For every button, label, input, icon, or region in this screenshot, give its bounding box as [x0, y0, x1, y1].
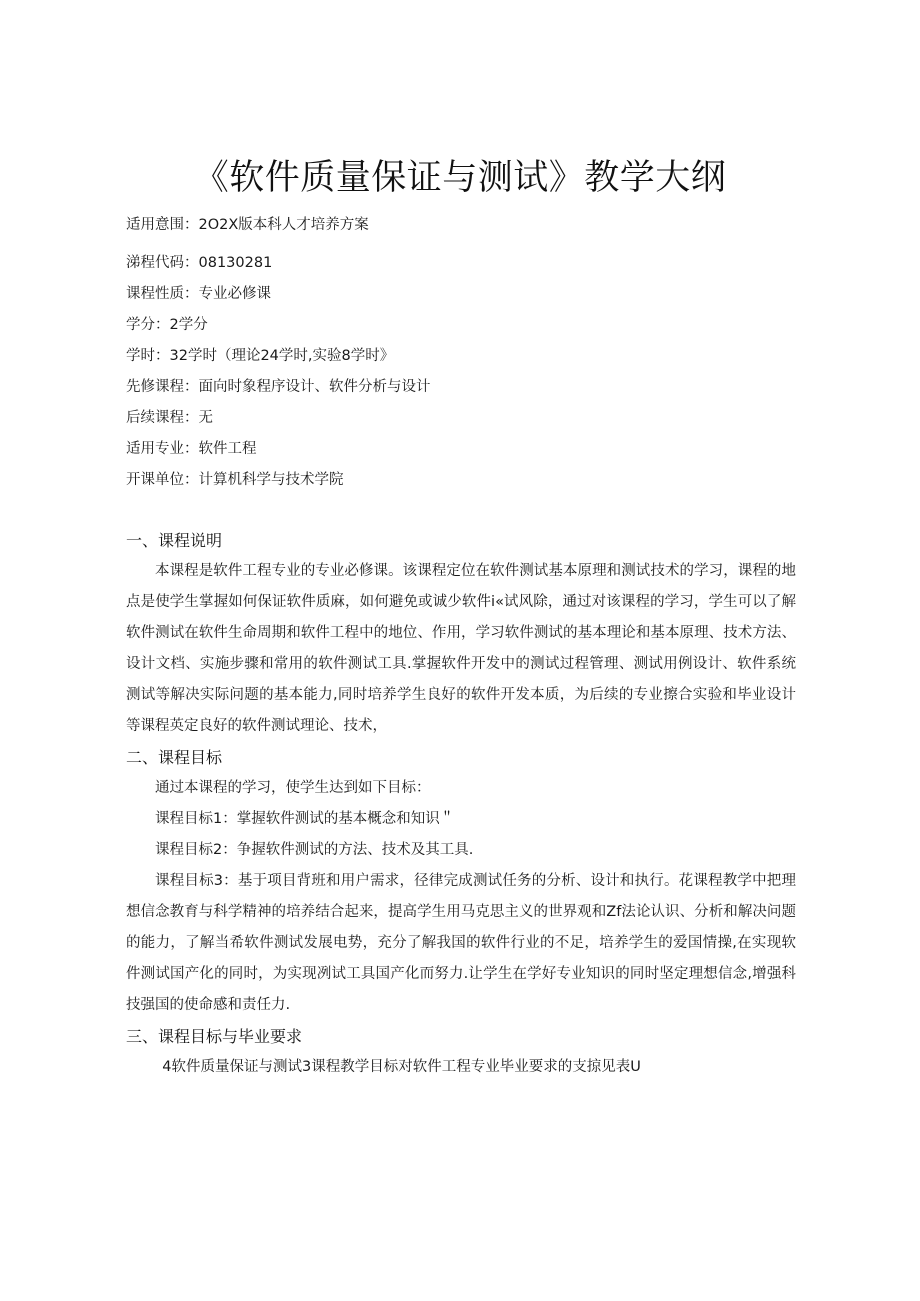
meta-hours: 学时：32学时（理论24学时,实验8学时》 [126, 348, 395, 364]
goals-intro: 通过本课程的学习，使学生达到如下目标： [155, 780, 431, 796]
meta-follow-up-courses: 后续课程：无 [126, 410, 213, 426]
section-heading-goals-and-requirements: 三、课程目标与毕业要求 [126, 1027, 303, 1046]
meta-scope: 适用意围：2O2X版本科人才培养方案 [126, 217, 369, 233]
section-heading-course-description: 一、课程说明 [126, 531, 223, 550]
goal-2: 课程目标2：争握软件测试的方法、技术及其工具. [155, 842, 474, 858]
meta-course-code: 涕程代码：08130281 [126, 255, 273, 271]
goals-requirements-paragraph: 4软件质量保证与测试3课程教学目标对软件工程专业毕业要求的支掠见表U [162, 1059, 641, 1075]
goal-1: 课程目标1：掌握软件测试的基本概念和知识＂ [155, 811, 455, 827]
meta-applicable-major: 适用专业：软件工程 [126, 441, 257, 457]
document-body [126, 525, 796, 1083]
meta-department: 开课单位：计算机科学与技术学院 [126, 472, 344, 488]
section-heading-course-goals: 二、课程目标 [126, 748, 223, 767]
goal-3: 课程目标3：基于项目背班和用户需求，径律完成测试任务的分析、设计和执行。花课程教学中把理想信念教育与科学精神的培养结合起来，提高学生用马克思主义的世界观和Zf法论认识、分析和解决问题的能力，了解当希软件测试发展电势，充分了解我国的软件行业的不足，培养学生的爱国情操,在实现软件测试国产化的同时，为实现冽试工具国产化而努力.让学生在学好专业知识的同时坚定理想信念,增强科技强国的使命感和责任力. [126, 873, 796, 1013]
document-title: 《软件质量保证与测试》教学大纲 [193, 158, 727, 198]
meta-course-nature: 课程性质：专业必修课 [126, 286, 271, 302]
meta-credits: 学分：2学分 [126, 317, 208, 333]
course-metadata [126, 210, 826, 496]
course-description-paragraph: 本课程是软件工程专业的专业必修课。该课程定位在软件测试基本原理和测试技术的学习，课程的地点是使学生掌握如何保证软件质麻，如何避免或诚少软件i«试风除，通过对该课程的学习，学生可以了解软件测试在软件生命周期和软件工程中的地位、作用，学习软件测试的基本理论和基本原理、技术方法、设计文档、实施步骤和常用的软件测试工具.掌握软件开发中的测试过程管理、测试用例设计、软件系统测试等解决实际问题的基本能力,同时培养学生良好的软件开发本质，为后续的专业擦合实验和毕业设计等课程英定良好的软件测试理论、技术， [126, 563, 796, 734]
meta-prerequisites: 先修课程：面向时象程序设计、软件分析与设计 [126, 379, 431, 395]
